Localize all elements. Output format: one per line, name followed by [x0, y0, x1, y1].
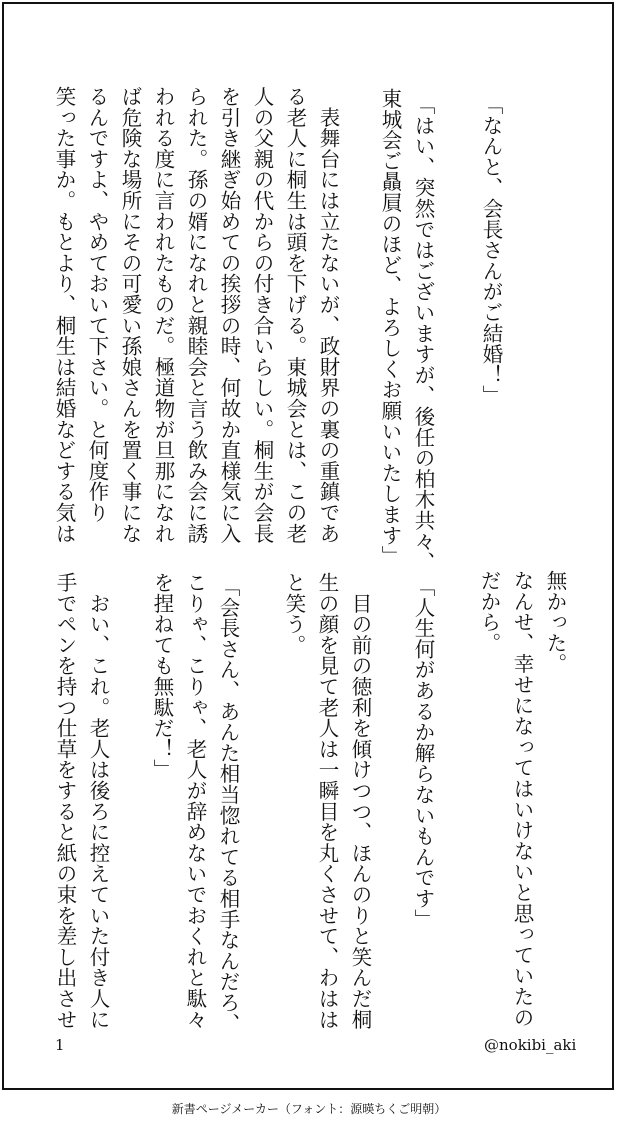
text-column: るんですよ、やめておいて下さい。と何度作り	[85, 86, 109, 523]
text-column: こりゃ、こりゃ、老人が辞めないでおくれと駄々	[183, 572, 207, 1030]
text-column: 「人生何があるか解らないもんです」	[411, 576, 435, 930]
text-column: 「はい、突然ではございますが、後任の柏木共々、	[411, 94, 435, 573]
text-column: われる度に言われたものだ。極道物が旦那になれ	[151, 86, 175, 544]
text-column: 無かった。	[543, 570, 567, 674]
text-column: だから。	[477, 570, 501, 654]
text-column: を引き継ぎ始めての挨拶の時、何故か直様気に入	[217, 86, 241, 544]
text-column: 「なんと、会長さんがご結婚！」	[479, 94, 503, 406]
text-column: 表舞台には立たないが、政財界の裏の重鎮であ	[316, 86, 340, 544]
text-column: ば危険な場所にその可愛い孫娘さんを置く事にな	[118, 86, 142, 544]
text-column: おい、これ。老人は後ろに控えていた付き人に	[86, 572, 110, 1030]
text-column: られた。孫の婿になれと親睦会と言う飲み会に誘	[184, 86, 208, 544]
page-number: 1	[55, 1036, 65, 1054]
text-column: 目の前の徳利を傾けつつ、ほんのりと笑んだ桐	[348, 572, 372, 1030]
footer-caption: 新書ページメーカー（フォント：源暎ちくご明朝）	[171, 1102, 447, 1116]
text-column: を捏ねても無駄だ！」	[150, 572, 174, 780]
text-column: 人の父親の代からの付き合いらしい。桐生が会長	[250, 86, 274, 544]
text-column: 「会長さん、あんた相当惚れてる相手なんだろ、	[216, 576, 240, 1034]
text-column: る老人に桐生は頭を下げる。東城会とは、この老	[283, 86, 307, 544]
text-column: なんせ、幸せになってはいけないと思っていたの	[510, 570, 534, 1028]
text-column: と笑う。	[282, 572, 306, 656]
author-handle: @nokibi_aki	[484, 1036, 577, 1054]
text-column: 生の顔を見て老人は一瞬目を丸くさせて、わはは	[315, 572, 339, 1030]
text-column: 東城会ご贔屓のほど、よろしくお願いいたします」	[378, 88, 402, 567]
text-column: 笑った事か。もとより、桐生は結婚などする気は	[52, 86, 76, 544]
text-column: 手でペンを持つ仕草をすると紙の束を差し出させ	[53, 572, 77, 1030]
